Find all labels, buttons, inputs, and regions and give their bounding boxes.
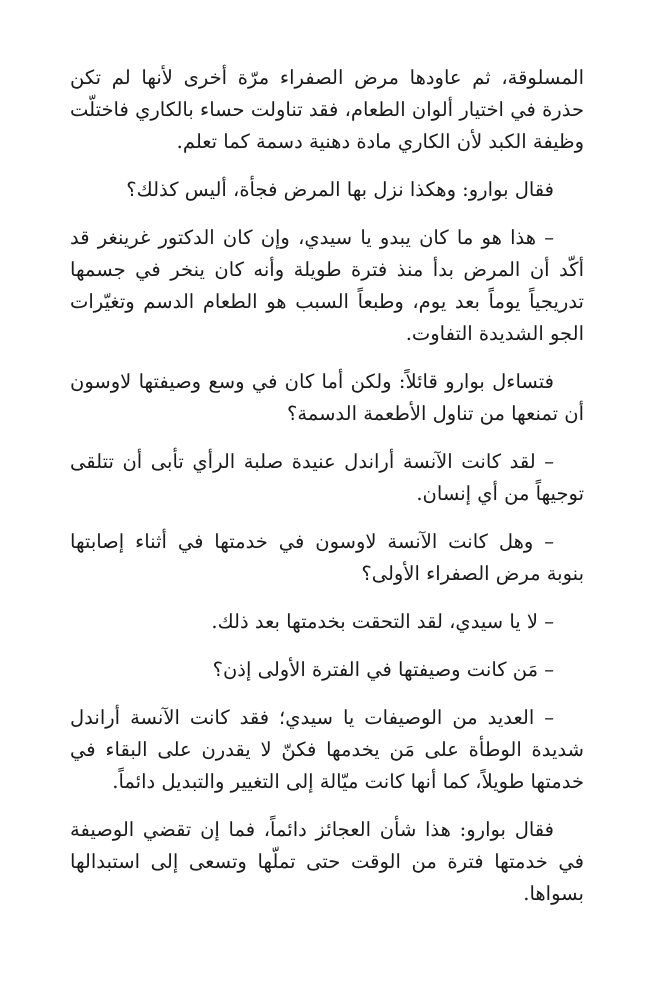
paragraph-5: – لقد كانت الآنسة أراندل عنيدة صلبة الرأي تأبى أن تتلقى توجيهاً من أي إنسان. — [70, 450, 584, 505]
paragraph-6: – وهل كانت الآنسة لاوسون في خدمتها في أثناء إصابتها بنوبة مرض الصفراء الأولى؟ — [70, 530, 584, 585]
paragraph-4: فتساءل بوارو قائلاً: ولكن أما كان في وسع وصيفتها لاوسون أن تمنعها من تناول الأطعمة الدسمة؟ — [70, 370, 584, 425]
paragraph-8: – مَن كانت وصيفتها في الفترة الأولى إذن؟ — [212, 658, 554, 681]
paragraph-1: المسلوقة، ثم عاودها مرض الصفراء مرّة أخرى لأنها لم تكن حذرة في اختيار ألوان الطعام، فقد تناولت حساء بالكاري فاختلّت وظيفة الكبد لأن الكاري مادة دهنية دسمة كما تعلم. — [70, 66, 584, 153]
paragraph-9: – العديد من الوصيفات يا سيدي؛ فقد كانت الآنسة أراندل شديدة الوطأة على مَن يخدمها فكنّ لا يقدرن على البقاء في خدمتها طويلاً، كما أنها كانت ميّالة إلى التغيير والتبديل دائماً. — [70, 706, 584, 793]
paragraph-7: – لا يا سيدي، لقد التحقت بخدمتها بعد ذلك. — [211, 610, 554, 633]
paragraph-2: فقال بوارو: وهكذا نزل بها المرض فجأة، أليس كذلك؟ — [126, 178, 554, 201]
paragraph-3: – هذا هو ما كان يبدو يا سيدي، وإن كان الدكتور غرينغر قد أكّد أن المرض بدأ منذ فترة طويلة وأنه كان ينخر في جسمها تدريجياً يوماً بعد يوم، وطبعاً السبب هو الطعام الدسم وتغيّرات الجو الشديدة التفاوت. — [70, 226, 584, 345]
book-page — [70, 62, 584, 926]
paragraph-10: فقال بوارو: هذا شأن العجائز دائماً، فما إن تقضي الوصيفة في خدمتها فترة من الوقت حتى تملّها وتسعى إلى استبدالها بسواها. — [70, 818, 584, 905]
